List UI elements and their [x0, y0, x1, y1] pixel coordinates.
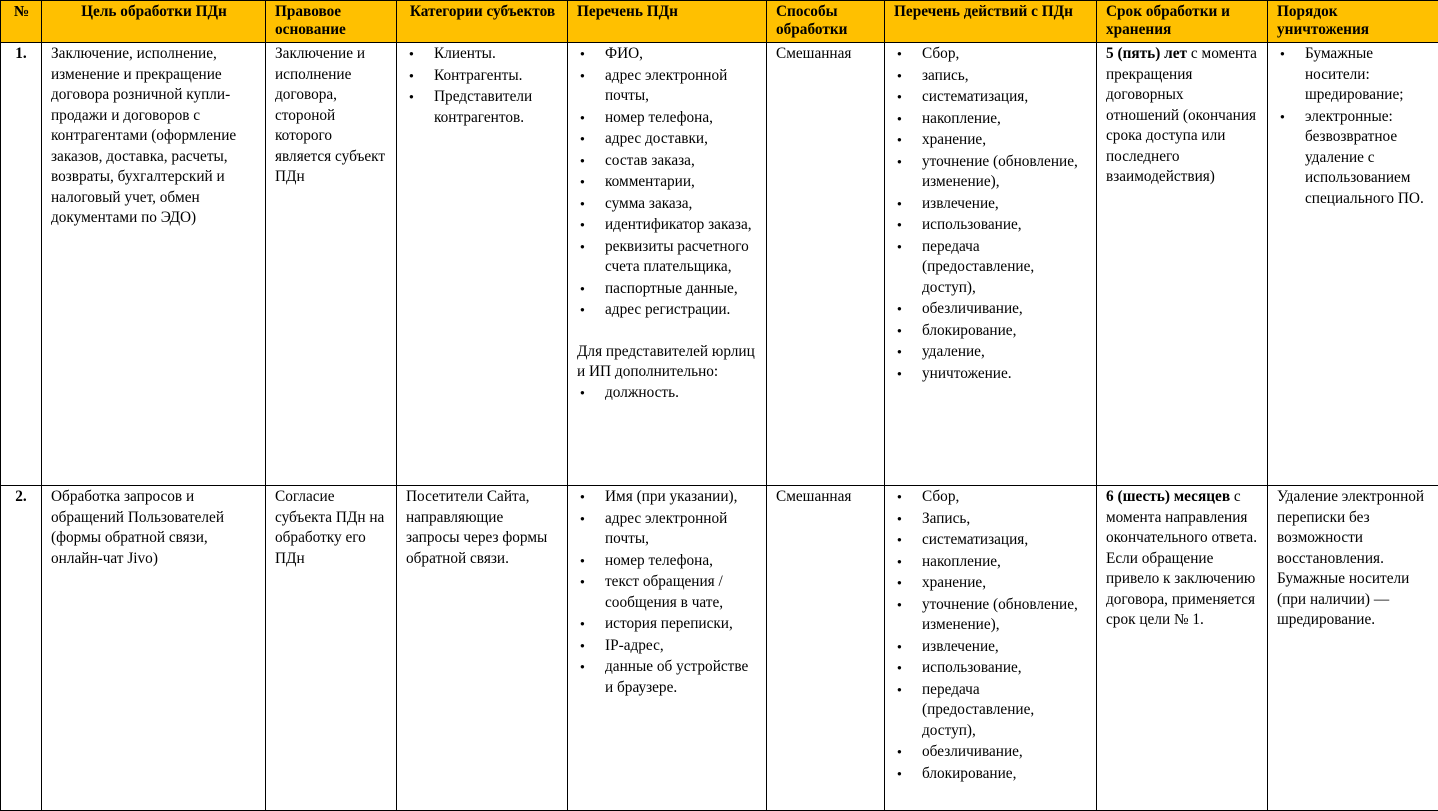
legal-basis-cell: Заключение и исполнение договора, стороной которого является субъект ПДн: [266, 43, 397, 486]
processing-methods-cell: Смешанная: [767, 486, 885, 811]
list-item: ● уточнение (обновление, изменение),: [894, 595, 1088, 636]
header-actions-list: Перечень действий с ПДн: [885, 1, 1097, 43]
list-item: ● извлечение,: [894, 194, 1088, 215]
subject-categories-cell: [397, 43, 568, 486]
list-item: ● сумма заказа,: [577, 194, 758, 215]
destruction-procedure-cell: Удаление электронной переписки без возможности восстановления. Бумажные носители (при наличии) — шредирование.: [1268, 486, 1438, 811]
header-subject-categories: Категории субъектов: [397, 1, 568, 43]
categories-list: [406, 44, 559, 128]
list-item: ● обезличивание,: [894, 299, 1088, 320]
list-item: ● состав заказа,: [577, 151, 758, 172]
row-number: 2.: [1, 486, 42, 811]
list-item: ● систематизация,: [894, 530, 1088, 551]
header-legal-basis: Правовое основание: [266, 1, 397, 43]
pdn-extra-note: Для представителей юрлиц и ИП дополнительно:: [577, 342, 758, 383]
list-item: ● накопление,: [894, 109, 1088, 130]
list-item: ● уничтожение.: [894, 364, 1088, 385]
list-item: ● уточнение (обновление, изменение),: [894, 152, 1088, 193]
header-processing-methods: Способы обработки: [767, 1, 885, 43]
list-item: ● комментарии,: [577, 172, 758, 193]
pdn-list: [577, 487, 758, 698]
actions-list: [894, 44, 1088, 384]
spacer: [577, 322, 758, 342]
list-item: ● должность.: [577, 383, 758, 404]
list-item: ● обезличивание,: [894, 742, 1088, 763]
list-item: ● адрес электронной почты,: [577, 509, 758, 550]
destruction-list: [1277, 44, 1430, 209]
list-item: ● Контрагенты.: [406, 66, 559, 87]
list-item: ● паспортные данные,: [577, 279, 758, 300]
purpose-cell: Обработка запросов и обращений Пользователей (формы обратной связи, онлайн-чат Jivo): [42, 486, 266, 811]
header-processing-term: Срок обработки и хранения: [1097, 1, 1268, 43]
subject-categories-cell: Посетители Сайта, направляющие запросы через формы обратной связи.: [397, 486, 568, 811]
list-item: ● Клиенты.: [406, 44, 559, 65]
header-destruction-procedure: Порядок уничтожения: [1268, 1, 1438, 43]
actions-list: [894, 487, 1088, 784]
list-item: ● идентификатор заказа,: [577, 215, 758, 236]
pdn-list: [577, 44, 758, 321]
purpose-cell: Заключение, исполнение, изменение и прекращение договора розничной купли-продажи и договоров с контрагентами (оформление заказов, доставка, расчеты, возвраты, бухгалтерский и налоговый учет, обмен документами по ЭДО): [42, 43, 266, 486]
list-item: ● накопление,: [894, 552, 1088, 573]
list-item: ● ФИО,: [577, 44, 758, 65]
list-item: ● адрес электронной почты,: [577, 66, 758, 107]
term-description: с момента прекращения договорных отношений (окончания срока доступа или последнего взаимодействия): [1106, 45, 1257, 185]
list-item: ● хранение,: [894, 573, 1088, 594]
actions-list-cell: [885, 43, 1097, 486]
list-item: ● Сбор,: [894, 487, 1088, 508]
actions-list-cell: [885, 486, 1097, 811]
term-description: с момента направления окончательного ответа. Если обращение привело к заключению договора, применяется срок цели № 1.: [1106, 488, 1257, 628]
list-item: ● хранение,: [894, 130, 1088, 151]
legal-basis-cell: Согласие субъекта ПДн на обработку его ПДн: [266, 486, 397, 811]
list-item: ● реквизиты расчетного счета плательщика,: [577, 237, 758, 278]
list-item: ● систематизация,: [894, 87, 1088, 108]
list-item: ● Имя (при указании),: [577, 487, 758, 508]
list-item: ● адрес регистрации.: [577, 300, 758, 321]
processing-methods-cell: Смешанная: [767, 43, 885, 486]
list-item: ● Запись,: [894, 509, 1088, 530]
list-item: ● использование,: [894, 658, 1088, 679]
list-item: ● электронные: безвозвратное удаление с использованием специального ПО.: [1277, 107, 1430, 210]
list-item: ● передача (предоставление, доступ),: [894, 237, 1088, 299]
row-number: 1.: [1, 43, 42, 486]
list-item: ● извлечение,: [894, 637, 1088, 658]
processing-term-cell: [1097, 43, 1268, 486]
processing-term-cell: [1097, 486, 1268, 811]
list-item: ● данные об устройстве и браузере.: [577, 657, 758, 698]
pdn-list-cell: [568, 486, 767, 811]
list-item: ● номер телефона,: [577, 108, 758, 129]
list-item: ● история переписки,: [577, 614, 758, 635]
header-purpose: Цель обработки ПДн: [42, 1, 266, 43]
destruction-procedure-cell: [1268, 43, 1438, 486]
term-duration: 5 (пять) лет: [1106, 45, 1187, 62]
header-pdn-list: Перечень ПДн: [568, 1, 767, 43]
table-row: [1, 43, 1438, 486]
list-item: ● адрес доставки,: [577, 129, 758, 150]
list-item: ● запись,: [894, 66, 1088, 87]
table-header-row: [1, 1, 1438, 43]
list-item: ● текст обращения / сообщения в чате,: [577, 572, 758, 613]
list-item: ● номер телефона,: [577, 551, 758, 572]
list-item: ● блокирование,: [894, 321, 1088, 342]
pdn-extra-list: [577, 383, 758, 404]
list-item: ● IP-адрес,: [577, 636, 758, 657]
list-item: ● блокирование,: [894, 764, 1088, 785]
list-item: ● Представители контрагентов.: [406, 87, 559, 128]
header-num: №: [1, 1, 42, 43]
list-item: ● Бумажные носители: шредирование;: [1277, 44, 1430, 106]
list-item: ● передача (предоставление, доступ),: [894, 680, 1088, 742]
term-duration: 6 (шесть) месяцев: [1106, 488, 1230, 505]
list-item: ● удаление,: [894, 342, 1088, 363]
list-item: ● Сбор,: [894, 44, 1088, 65]
list-item: ● использование,: [894, 215, 1088, 236]
table-row: [1, 486, 1438, 811]
pdn-list-cell: [568, 43, 767, 486]
